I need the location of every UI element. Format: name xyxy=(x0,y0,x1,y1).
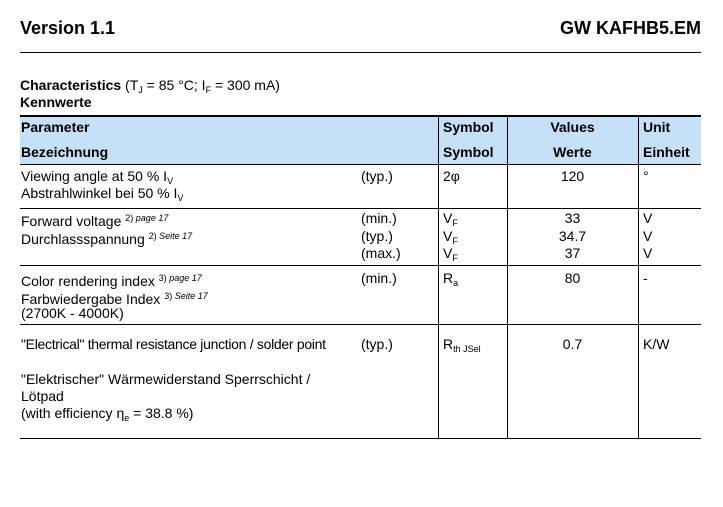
column-divider xyxy=(438,116,439,438)
header-unit: Unit xyxy=(643,119,671,135)
row-divider xyxy=(20,324,701,325)
farbwiedergabe-note: 3) xyxy=(164,291,173,301)
table-caption xyxy=(20,77,280,95)
abstrahlwinkel-label xyxy=(21,185,183,207)
durchlassspannung-label xyxy=(21,228,192,248)
forward-voltage-value-max: 37 xyxy=(564,245,581,261)
header-einheit: Einheit xyxy=(643,144,690,160)
viewing-angle-unit: ° xyxy=(643,168,649,184)
header-divider xyxy=(20,52,701,53)
farbwiedergabe-page: Seite 17 xyxy=(172,291,208,301)
forward-voltage-unit: V xyxy=(643,245,653,261)
symbol-sub: a xyxy=(453,278,459,288)
viewing-angle-text: Viewing angle at 50 % I xyxy=(21,168,168,184)
forward-voltage-value-typ: 34.7 xyxy=(558,228,587,244)
waermewiderstand-label: "Elektrischer" Wärmewiderstand Sperrschicht / xyxy=(21,371,311,387)
header-values: Values xyxy=(550,119,595,135)
row-divider xyxy=(20,208,701,209)
abstrahlwinkel-sub: V xyxy=(177,193,184,203)
forward-voltage-condition-max: (max.) xyxy=(361,245,401,261)
efficiency-text: (with efficiency η xyxy=(21,405,125,421)
durchlassspannung-note: 2) xyxy=(148,231,157,241)
efficiency-value: = 38.8 %) xyxy=(129,405,194,421)
forward-voltage-page: page 17 xyxy=(133,213,169,223)
color-rendering-label xyxy=(21,270,202,290)
symbol-sub: F xyxy=(452,253,458,263)
color-rendering-condition: (min.) xyxy=(361,270,397,286)
viewing-angle-condition: (typ.) xyxy=(361,168,393,184)
color-rendering-text: Color rendering index xyxy=(21,273,159,289)
header-bezeichnung: Bezeichnung xyxy=(21,144,109,160)
header-symbol: Symbol xyxy=(443,119,494,135)
caption-cond-1: (T xyxy=(121,77,139,93)
table-top-border xyxy=(20,115,701,117)
caption-subtitle: Kennwerte xyxy=(20,94,92,110)
durchlassspannung-text: Durchlassspannung xyxy=(21,231,149,247)
version-label: Version 1.1 xyxy=(20,18,116,38)
forward-voltage-symbol xyxy=(443,245,458,267)
caption-title: Characteristics xyxy=(20,77,122,93)
forward-voltage-value-min: 33 xyxy=(564,210,581,226)
symbol-main: V xyxy=(443,210,453,226)
symbol-main: R xyxy=(443,270,454,286)
forward-voltage-unit: V xyxy=(643,210,653,226)
forward-voltage-note: 2) xyxy=(125,213,134,223)
header-parameter: Parameter xyxy=(21,119,90,135)
table-bottom-border xyxy=(20,438,701,439)
forward-voltage-condition-typ: (typ.) xyxy=(361,228,393,244)
viewing-angle-symbol: 2φ xyxy=(443,168,460,184)
header-werte: Werte xyxy=(553,144,592,160)
forward-voltage-label xyxy=(21,210,168,230)
forward-voltage-condition-min: (min.) xyxy=(361,210,397,226)
color-rendering-note: 3) xyxy=(158,273,167,283)
color-temperature-range: (2700K - 4000K) xyxy=(21,305,124,321)
row-divider xyxy=(20,265,701,266)
symbol-sub: F xyxy=(452,218,458,228)
efficiency-label xyxy=(21,405,193,427)
header-bottom-border xyxy=(20,164,701,165)
caption-cond-2: = 85 °C; I xyxy=(142,77,206,93)
header-symbol-de: Symbol xyxy=(443,144,494,160)
forward-voltage-unit: V xyxy=(643,228,653,244)
color-rendering-page: page 17 xyxy=(166,273,202,283)
farbwiedergabe-text: Farbwiedergabe Index xyxy=(21,291,165,307)
thermal-resistance-label: "Electrical" thermal resistance junction / solder point xyxy=(21,336,326,352)
thermal-resistance-symbol xyxy=(443,336,481,358)
product-name: GW KAFHB5.EM xyxy=(560,18,701,38)
thermal-resistance-value: 0.7 xyxy=(562,336,583,352)
thermal-resistance-condition: (typ.) xyxy=(361,336,393,352)
forward-voltage-text: Forward voltage xyxy=(21,213,126,229)
symbol-sub: F xyxy=(452,236,458,246)
caption-if-sub: F xyxy=(205,85,212,95)
symbol-sub: th JSel xyxy=(453,344,481,354)
caption-tj-sub: J xyxy=(138,85,143,95)
abstrahlwinkel-text: Abstrahlwinkel bei 50 % I xyxy=(21,185,178,201)
color-rendering-value: 80 xyxy=(564,270,581,286)
color-rendering-unit: - xyxy=(643,270,648,286)
column-divider xyxy=(638,116,639,438)
viewing-angle-value: 120 xyxy=(560,168,585,184)
symbol-main: V xyxy=(443,228,453,244)
efficiency-sub: e xyxy=(124,413,130,423)
symbol-main: V xyxy=(443,245,453,261)
caption-cond-3: = 300 mA) xyxy=(211,77,280,93)
loetpad-label: Lötpad xyxy=(21,388,64,404)
color-rendering-symbol xyxy=(443,270,458,292)
symbol-main: R xyxy=(443,336,454,352)
thermal-resistance-unit: K/W xyxy=(643,336,670,352)
viewing-angle-sub: V xyxy=(167,176,174,186)
durchlassspannung-page: Seite 17 xyxy=(156,231,193,241)
